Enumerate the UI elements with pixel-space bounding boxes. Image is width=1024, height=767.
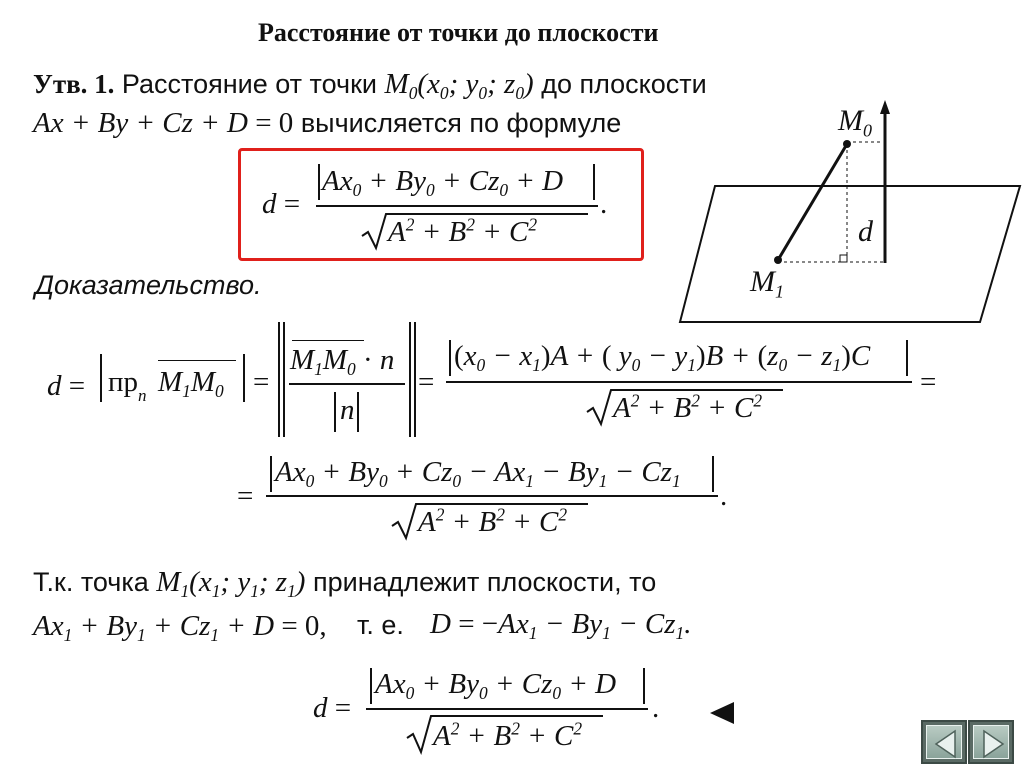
arrow-head-icon (880, 100, 890, 114)
next-arrow-icon (970, 722, 1016, 766)
vector-bar (158, 360, 236, 361)
abs-right-bar (593, 164, 595, 200)
statement-text: Расстояние от точки (114, 69, 385, 99)
final-denominator: $A^2 + B^2 + C^2$ (433, 718, 583, 752)
tk-text: Т.к. точка (33, 567, 157, 597)
main-formula-d: d = (262, 188, 301, 220)
main-formula-period: . (600, 188, 608, 220)
statement-label: Утв. 1. (33, 69, 115, 99)
prev-arrow-icon (923, 722, 969, 766)
final-d: d = (313, 692, 352, 724)
prev-slide-button[interactable] (921, 720, 967, 764)
abs-bar (643, 668, 645, 704)
tk-text-2: принадлежит плоскости, то (305, 567, 657, 597)
abs-bar (278, 322, 280, 437)
eq-sign: = (920, 366, 937, 398)
abs-bar (243, 354, 245, 402)
point-m1 (774, 256, 782, 264)
proj-label: $пр_n$ (108, 366, 147, 406)
main-formula-denominator: $A^2 + B^2 + C^2$ (388, 214, 538, 248)
vector-m1m0 (778, 144, 847, 260)
eq-sign: = (237, 480, 254, 512)
main-formula-numerator: $Ax_0 + By_0 + Cz_0 + D$ (322, 165, 564, 201)
next-slide-button[interactable] (968, 720, 1014, 764)
abs-bar (906, 340, 908, 376)
d-expression: $D = -Ax_1 - By_1 - Cz_1$. (430, 608, 692, 644)
statement-text-3: вычисляется по формуле (293, 108, 622, 138)
statement-line-2 (33, 107, 621, 140)
diagram-label-d: d (858, 215, 873, 248)
main-fraction-bar (316, 205, 598, 207)
eq-sign: = (253, 366, 270, 398)
abs-bar (449, 340, 451, 376)
abs-bar (370, 668, 372, 704)
statement-line-1 (33, 68, 707, 104)
statement-text-2: до плоскости (533, 69, 707, 99)
left-triangle-icon (708, 700, 736, 726)
point-m0-math: $M_0(x_0$; $y_0$; $z_0$) (384, 68, 534, 104)
fraction-bar (289, 383, 405, 385)
abs-bar (712, 456, 714, 492)
diagram-label-m1: $M_1$ (750, 265, 784, 302)
abs-bar (334, 392, 336, 432)
coord-numerator: $(x_0 - x_1)A$ + ( $y_0 - y_1)B + (z_0 - z_1)C$ (454, 340, 871, 376)
denominator: $A^2 + B^2 + C^2$ (418, 504, 568, 538)
fraction-bar (266, 495, 718, 497)
proj-vector: $M_1M_0$ (158, 366, 224, 402)
diagram-label-m0: $M_0$ (838, 104, 872, 141)
normal-norm: n (340, 394, 355, 426)
abs-bar (100, 354, 102, 402)
abs-bar (270, 456, 272, 492)
final-numerator: $Ax_0 + By_0 + Cz_0 + D$ (375, 668, 617, 704)
fraction-bar (446, 381, 912, 383)
plane-parallelogram (680, 186, 1020, 322)
abs-bar (409, 322, 411, 437)
te-text: т. е. (357, 610, 404, 640)
eq-sign: = (418, 366, 435, 398)
proof-d: d = (47, 370, 86, 402)
abs-bar (283, 322, 285, 437)
period: . (720, 480, 728, 512)
expanded-numerator: $Ax_0 + By_0 + Cz_0 - Ax_1 - By_1 - Cz_1$ (275, 456, 681, 492)
vector-bar (292, 340, 364, 341)
right-angle-icon (840, 255, 847, 262)
denominator: $A^2 + B^2 + C^2$ (613, 390, 763, 424)
final-period: . (652, 692, 660, 724)
tk-line (33, 566, 657, 602)
abs-left-bar (318, 164, 320, 200)
fraction-bar (366, 708, 648, 710)
point-m1-math: $M_1(x_1$; $y_1$; $z_1$) (156, 566, 306, 602)
dot-product: $M_1M_0 \cdot n$ (290, 344, 395, 380)
slide-title: Расстояние от точки до плоскости (258, 18, 659, 47)
proof-label: Доказательство. (35, 270, 262, 300)
m1-plane-equation: $Ax_1 + By_1 + Cz_1 + D = 0$, (33, 610, 327, 646)
abs-bar (357, 392, 359, 432)
abs-bar (414, 322, 416, 437)
plane-equation: Ax + By + Cz + D = 0 (33, 107, 294, 139)
